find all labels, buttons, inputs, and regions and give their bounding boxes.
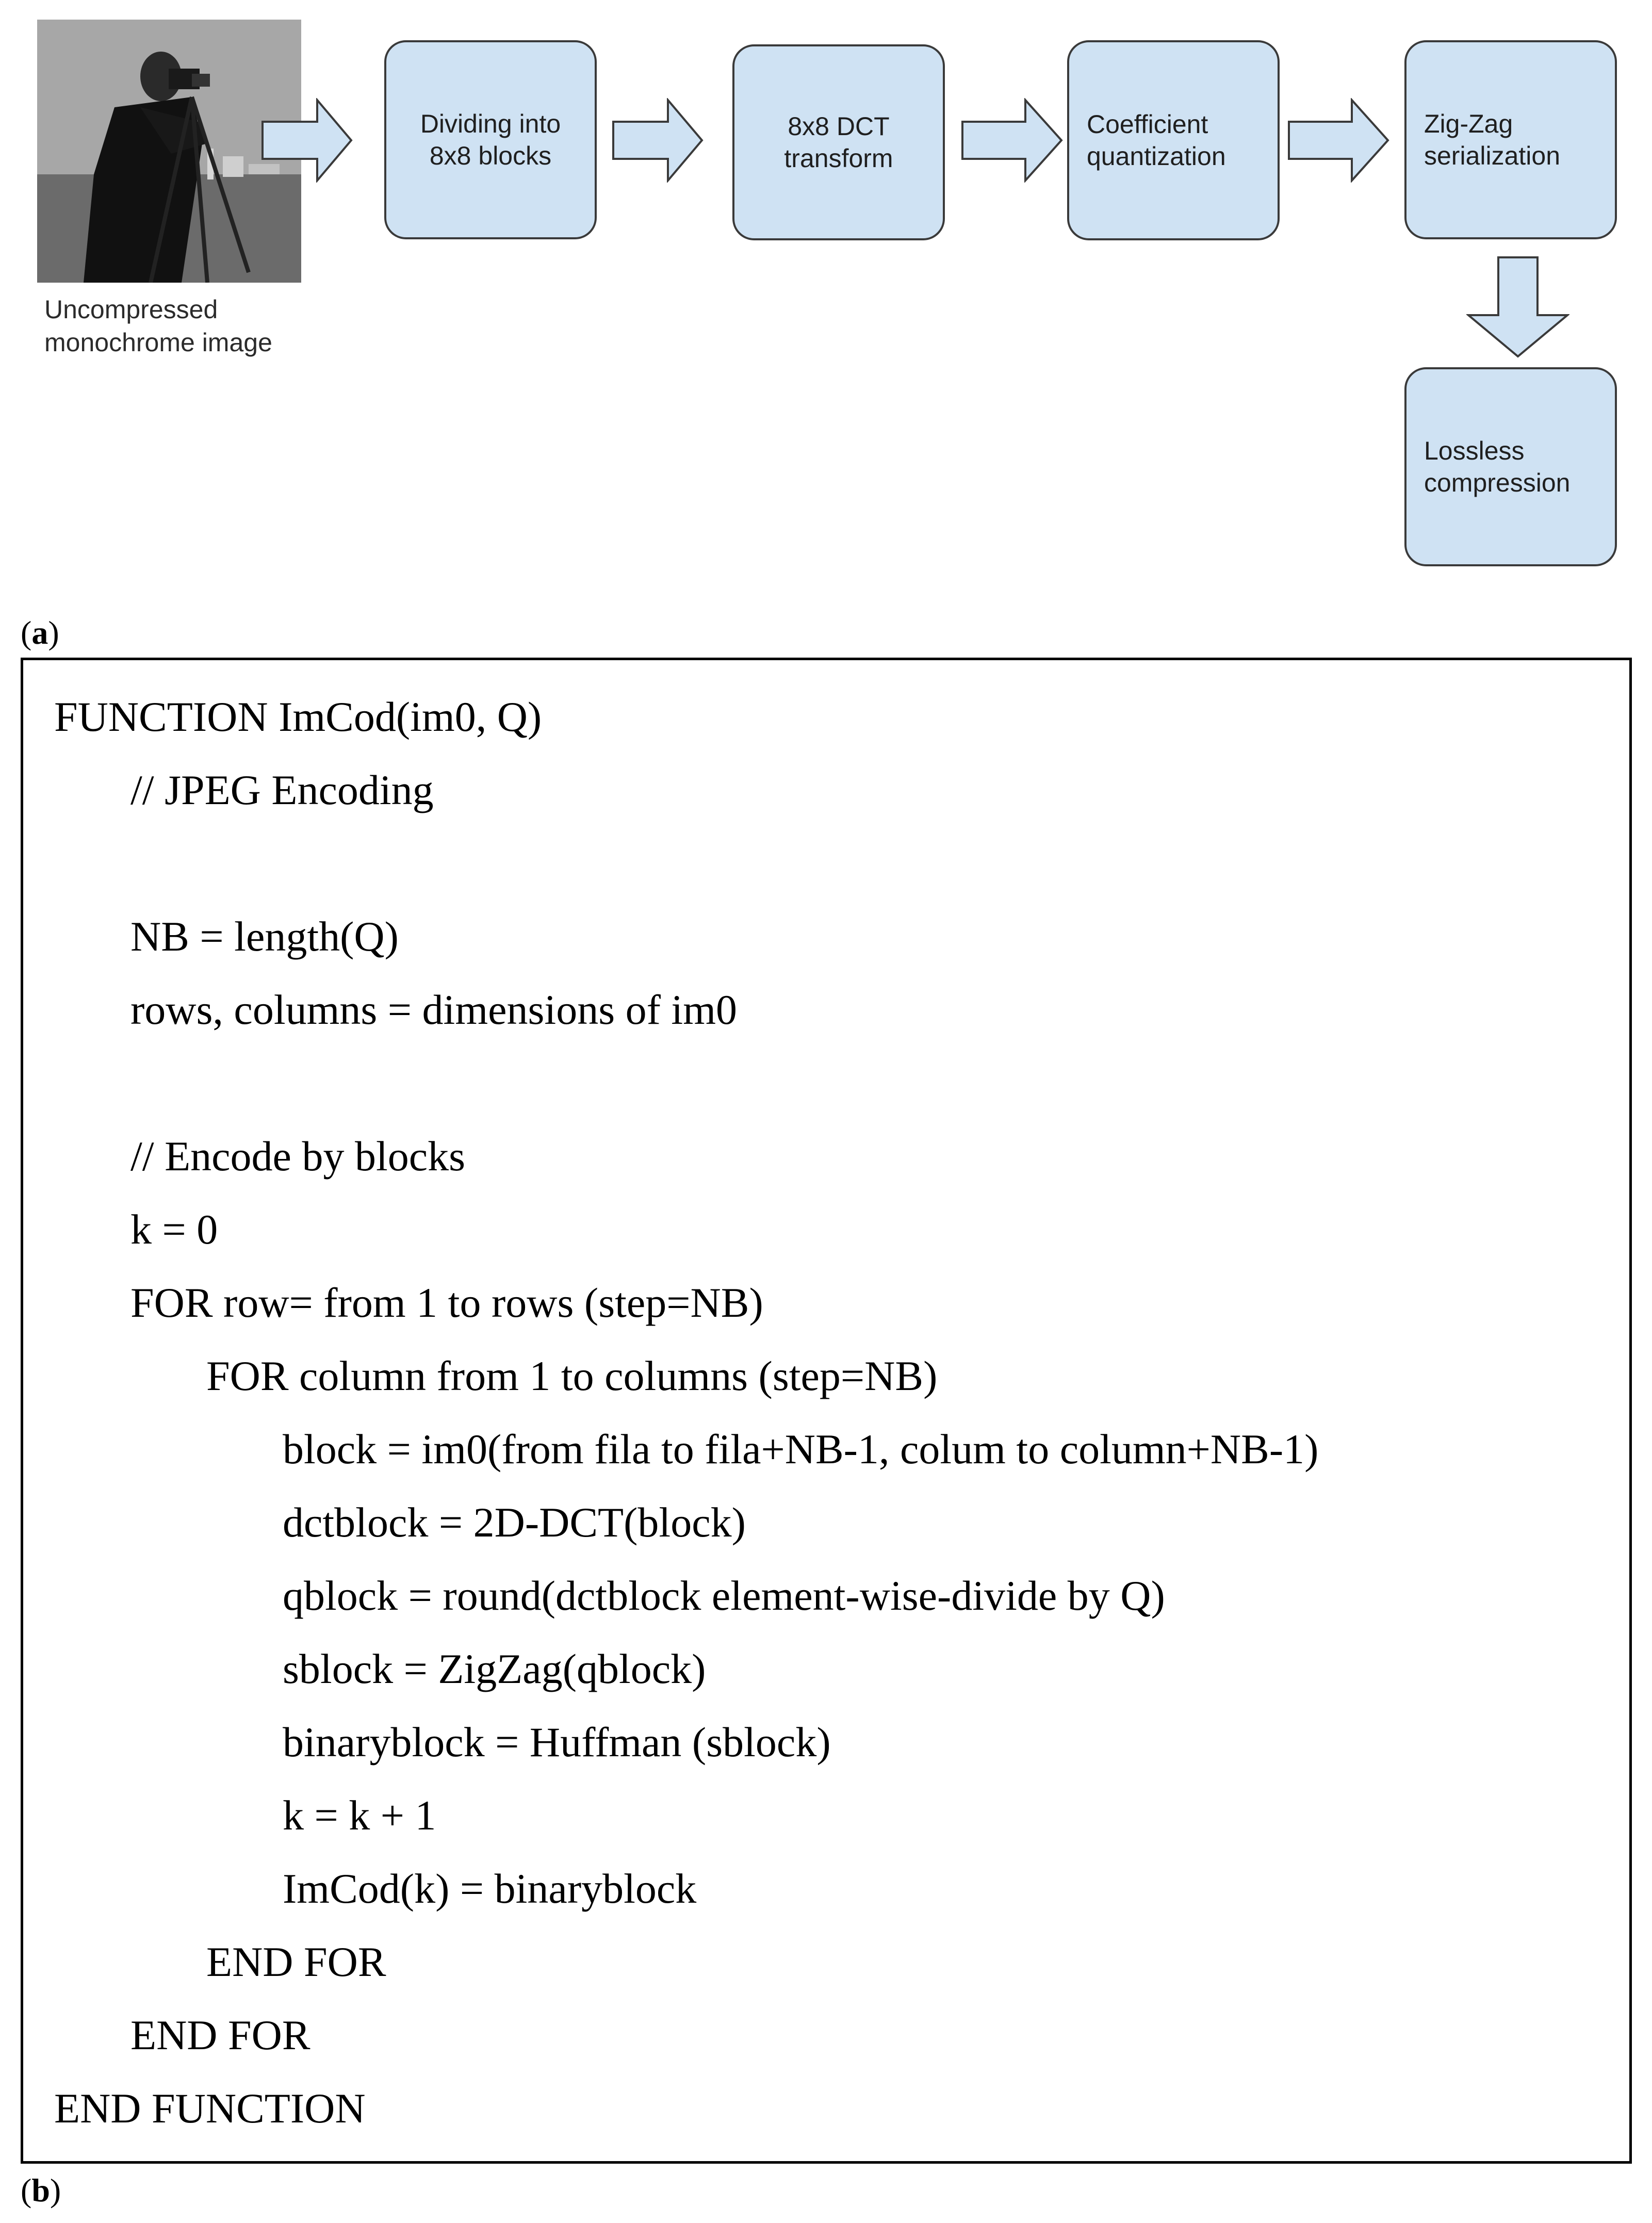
code-line: END FOR	[130, 2012, 310, 2058]
code-line: rows, columns = dimensions of im0	[130, 986, 737, 1033]
code-line: dctblock = 2D-DCT(block)	[283, 1499, 746, 1546]
code-line: k = 0	[130, 1206, 218, 1253]
code-line: FOR row= from 1 to rows (step=NB)	[130, 1279, 763, 1326]
code-line: block = im0(from fila to fila+NB-1, colum to column+NB-1)	[283, 1426, 1319, 1473]
arrow-right-icon	[960, 98, 1064, 183]
arrow-right-icon	[1287, 98, 1390, 183]
step-dct-transform	[732, 44, 945, 240]
code-line: binaryblock = Huffman (sblock)	[283, 1719, 831, 1766]
code-line: NB = length(Q)	[130, 913, 399, 960]
code-line: FUNCTION ImCod(im0, Q)	[54, 693, 542, 740]
step-lossless-compression	[1404, 367, 1617, 566]
step-zigzag-label: Zig-Zag serialization	[1424, 109, 1561, 170]
step-lossless-compression-label: Lossless compression	[1424, 436, 1571, 497]
pseudocode-box	[21, 658, 1632, 2164]
code-line: ImCod(k) = binaryblock	[283, 1865, 697, 1912]
panel-a-label: (a)	[21, 614, 59, 651]
code-line: // JPEG Encoding	[130, 766, 434, 813]
image-caption	[44, 293, 272, 359]
arrow-right-icon	[260, 98, 353, 183]
image-caption-line-2: monochrome image	[44, 328, 272, 357]
step-quantization	[1067, 40, 1280, 240]
panel-b-label: (b)	[21, 2172, 61, 2209]
code-line: // Encode by blocks	[130, 1133, 466, 1180]
code-line: qblock = round(dctblock element-wise-divide by Q)	[283, 1572, 1165, 1619]
step-divide-blocks	[384, 40, 597, 239]
step-quantization-label: Coefficient quantization	[1087, 110, 1226, 171]
code-line: END FUNCTION	[54, 2085, 366, 2132]
step-zigzag	[1404, 40, 1617, 239]
image-caption-line-1: Uncompressed	[44, 295, 218, 324]
arrow-right-icon	[611, 98, 704, 183]
code-line: END FOR	[206, 1938, 386, 1985]
code-line: k = k + 1	[283, 1792, 436, 1839]
step-divide-blocks-label: Dividing into 8x8 blocks	[420, 109, 561, 170]
code-line: FOR column from 1 to columns (step=NB)	[206, 1352, 938, 1399]
panel-a-flowchart	[0, 0, 1652, 651]
arrow-down-icon	[1466, 255, 1569, 358]
code-line: sblock = ZigZag(qblock)	[283, 1645, 706, 1692]
step-dct-transform-label: 8x8 DCT transform	[784, 112, 893, 173]
